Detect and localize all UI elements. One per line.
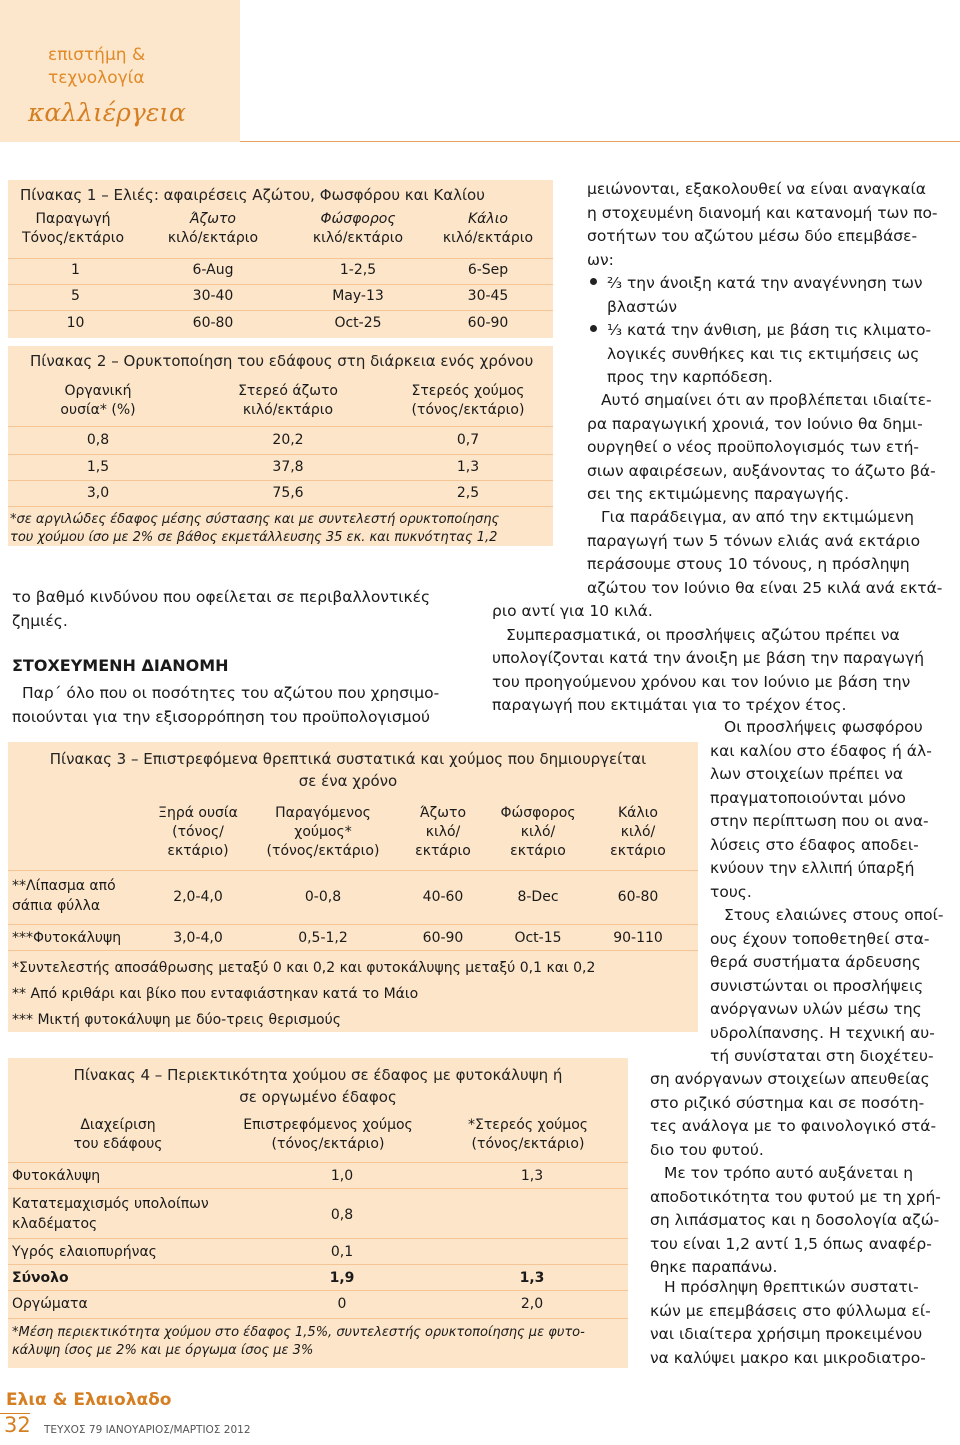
right-paragraph: Η πρόσληψη θρεπτικών συστατι- κών με επεμβάσεις στο φύλλωμα εί- ναι ιδιαίτερα χρήσιμη προκειμένου να καλύψει μακρο και μικροδιατρο- (650, 1278, 931, 1367)
table-2-caption: Πίνακας 2 – Ορυκτοποίηση του εδάφους στη διάρκεια ενός χρόνου (30, 352, 534, 370)
table-2-header-organic: Οργανική ουσία* (%) (60, 383, 136, 418)
table-4-header-returned-humus: Επιστρεφόμενος χούμος (τόνος/εκτάριο) (243, 1117, 413, 1152)
table-1-header-phosphorus: Φώσφορος κιλό/εκτάριο (312, 211, 404, 246)
table-3: Πίνακας 3 – Επιστρεφόμενα θρεπτικά συστατικά και χούμος που δημιουργείται σε ένα χρόνο Ξηρά ουσία (τόνος/ εκτάριο) Παραγόμενος χούμος* (τόνος/εκτάριο) Άζωτο κιλό/ εκτάριο Φώσφορος κιλό/ εκτάριο Κάλιο κιλό/ εκτάριο **Λίπασμα από σάπια φύλλα 2,0-4,0 0-0,8 40-60 8-Dec 60-80 ***Φυτοκάλυψη 3,0-4,0 0,5-1,2 60-90 Oct-15 90-110 *Συντελεστής αποσάθρωσης μεταξύ 0 και 0,2 και φυτοκάλυψης μεταξύ 0,1 και 0,2 ** Από κριθάρι και βίκο που ενταφιάστηκαν κατά το Μάιο *** Μικτή φυτοκάλυψη με δύο-τρεις θερισμούς (8, 742, 698, 1032)
table-1-caption: Πίνακας 1 – Ελιές: αφαιρέσεις Αζώτου, Φωσφόρου και Καλίου (20, 186, 485, 204)
bullet-icon (590, 325, 597, 332)
table-1: Πίνακας 1 – Ελιές: αφαιρέσεις Αζώτου, Φωσφόρου και Καλίου Παραγωγή Τόνος/εκτάριο Άζωτο κιλό/εκτάριο Φώσφορος κιλό/εκτάριο Κάλιο κιλό/εκτάριο 1 6-Aug 1-2,5 6-Sep 5 30-40 May-13 30-45 10 60-80 Oct-25 60-90 (8, 180, 553, 338)
right-paragraph: Με τον τρόπο αυτό αυξάνεται η αποδοτικότητα του φυτού με τη χρή- ση λιπάσματος και η δοσολογία αζώ- του είναι 1,2 αντί 1,5 όπως αναφέρ- θηκε παραπάνω. (650, 1164, 941, 1276)
right-paragraph: ση ανόργανων στοιχείων απευθείας στο ριζικό σύστημα και σε ποσότη- τες ανάλογα με το φαινολογικό στά- διο του φυτού. (650, 1070, 937, 1159)
table-2-note: *σε αργιλώδες έδαφος μέσης σύστασης και με συντελεστή ορυκτοποίησης του χούμου ίσο με 2% σε βάθος εκμετάλλευσης 35 εκ. και πυκνότητας 1,2 (10, 512, 500, 545)
table-4-note: *Μέση περιεκτικότητα χούμου στο έδαφος 1,5%, συντελεστής ορυκτοποίησης με φυτο- κάλυψη ίσος με 2% και με όργωμα ίσος με 3% (12, 1325, 585, 1358)
magazine-name: Ελια & Ελαιολαδο (6, 1390, 172, 1410)
right-column-intro: μειώνονται, εξακολουθεί να είναι αναγκαία η στοχευμένη διανομή και κατανομή των πο- σοτήτων του αζώτου μέσω δύο επεμβάσε- ων: (587, 180, 938, 269)
table-3-caption: Πίνακας 3 – Επιστρεφόμενα θρεπτικά συστατικά και χούμος που δημιουργείται σε ένα χρόνο (49, 750, 647, 790)
right-paragraph: Για παράδειγμα, αν από την εκτιμώμενη παραγωγή των 5 τόνων ελιάς ανά εκτάριο περάσουμε στους 10 τόνους, η πρόσληψη αζώτου τον Ιούνιο θα είναι 25 κιλά ανά εκτά- (587, 508, 943, 597)
section-title: καλλιέργεια (28, 98, 186, 127)
table-3-header-phosphorus: Φώσφορος κιλό/ εκτάριο (500, 805, 576, 859)
bullet-icon (590, 278, 597, 285)
table-2-header-nitrogen: Στερεό άζωτο κιλό/εκτάριο (238, 383, 338, 418)
right-paragraph: Στους ελαιώνες στους οποί- ους έχουν τοποθετηθεί στα- θερά συστήματα άρδευσης συνιστώνται οι προσλήψεις ανόργανων υλών μέσω της υδρολίπανσης. Η τεχνική αυ- τή συνίσταται στη διοχέτευ- (710, 906, 944, 1065)
section-tag: επιστήμη & τεχνολογία (48, 45, 146, 88)
table-4-header-management: Διαχείριση του εδάφους (73, 1117, 163, 1152)
table-2-header-humus: Στερεός χούμος (τόνος/εκτάριο) (411, 383, 525, 418)
table-3-notes: *Συντελεστής αποσάθρωσης μεταξύ 0 και 0,2 και φυτοκάλυψης μεταξύ 0,1 και 0,2 ** Από κριθάρι και βίκο που ενταφιάστηκαν κατά το Μάιο *** Μικτή φυτοκάλυψη με δύο-τρεις θερισμούς (12, 960, 596, 1028)
page-number: 32 (4, 1413, 31, 1437)
section-heading: ΣΤΟΧΕΥΜΕΝΗ ΔΙΑΝΟΜΗ (12, 656, 229, 675)
table-4-header-stable-humus: *Στερεός χούμος (τόνος/εκτάριο) (468, 1117, 588, 1152)
issue-info: ΤΕΥΧΟΣ 79 ΙΑΝΟΥΑΡΙΟΣ/ΜΑΡΤΙΟΣ 2012 (44, 1424, 251, 1436)
bullet-item: ⅓ κατά την άνθιση, με βάση τις κλιματο- λογικές συνθήκες και τις εκτιμήσεις ως προς την καρπόδεση. (607, 321, 932, 386)
table-3-header-humus: Παραγόμενος χούμος* (τόνος/εκτάριο) (266, 805, 380, 859)
left-paragraph: Παρ΄ όλο που οι ποσότητες του αζώτου που χρησιμο- ποιούνται για την εξισορρόπηση του προϋπολογισμού (12, 684, 440, 726)
table-4: Πίνακας 4 – Περιεκτικότητα χούμου σε έδαφος με φυτοκάλυψη ή σε οργωμένο έδαφος Διαχείριση του εδάφους Επιστρεφόμενος χούμος (τόνος/εκτάριο) *Στερεός χούμος (τόνος/εκτάριο) Φυτοκάλυψη 1,0 1,3 Κατατεμαχισμός υπολοίπων κλαδέματος 0,8 Υγρός ελαιοπυρήνας 0,1 Σύνολο 1,9 1,3 Οργώματα 0 2,0 *Μέση περιεκτικότητα χούμου στο έδαφος 1,5%, συντελεστής ορυκτοποίησης με φυτο- κάλυψη ίσος με 2% και με όργωμα ίσος με 3% (8, 1058, 628, 1368)
table-3-header-dry-matter: Ξηρά ουσία (τόνος/ εκτάριο) (158, 805, 238, 859)
right-paragraph: ριο αντί για 10 κιλά. Συμπερασματικά, οι προσλήψεις αζώτου πρέπει να υπολογίζονται κατά την άνοιξη με βάση την παραγωγή του προηγούμενου χρόνου και τον Ιούνιο με βάση την παραγωγή που εκτιμάται για το τρέχον έτος. (492, 602, 925, 714)
left-text: το βαθμό κινδύνου που οφείλεται σε περιβαλλοντικές ζημιές. (12, 588, 431, 630)
right-paragraph: Αυτό σημαίνει ότι αν προβλέπεται ιδιαίτε- ρα παραγωγική χρονιά, τον Ιούνιο θα δημι- ουργηθεί ο νέος προϋπολογισμός των ετή- σιων αφαιρέσεων, αυξάνοντας το άζωτο βά- σει της εκτιμώμενης παραγωγής. (587, 391, 936, 503)
right-paragraph: Οι προσλήψεις φωσφόρου και καλίου στο έδαφος ή άλ- λων στοιχείων πρέπει να πραγματοποιούνται μόνο στην περίπτωση που οι ανα- λύσεις στο έδαφος αποδει- κνύουν την ελλιπή ύπαρξή τους. (710, 718, 932, 901)
table-1-header-potassium: Κάλιο κιλό/εκτάριο (442, 211, 534, 246)
table-2: Πίνακας 2 – Ορυκτοποίηση του εδάφους στη διάρκεια ενός χρόνου Οργανική ουσία* (%) Στερεό άζωτο κιλό/εκτάριο Στερεός χούμος (τόνος/εκτάριο) 0,8 20,2 0,7 1,5 37,8 1,3 3,0 75,6 2,5 *σε αργιλώδες έδαφος μέσης σύστασης και με συντελεστή ορυκτοποίησης του χούμου ίσο με 2% σε βάθος εκμετάλλευσης 35 εκ. και πυκνότητας 1,2 (8, 346, 553, 546)
bullet-item: ⅔ την άνοιξη κατά την αναγέννηση των βλαστών (607, 274, 923, 316)
header-rule (240, 141, 960, 142)
table-3-header-nitrogen: Άζωτο κιλό/ εκτάριο (415, 805, 471, 859)
table-1-header-production: Παραγωγή Τόνος/εκτάριο (21, 211, 125, 246)
table-1-header-nitrogen: Άζωτο κιλό/εκτάριο (167, 211, 259, 246)
table-3-header-potassium: Κάλιο κιλό/ εκτάριο (610, 805, 666, 859)
table-4-caption: Πίνακας 4 – Περιεκτικότητα χούμου σε έδαφος με φυτοκάλυψη ή σε οργωμένο έδαφος (73, 1066, 563, 1106)
